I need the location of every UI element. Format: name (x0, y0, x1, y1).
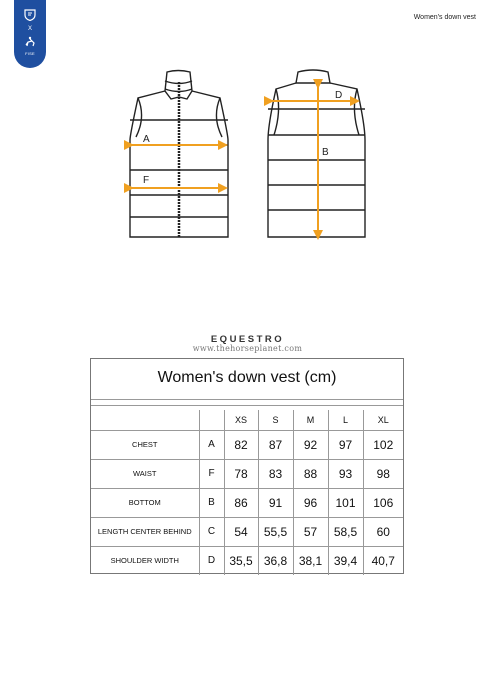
size-header: XS (224, 410, 258, 430)
label-a: A (143, 134, 150, 145)
row-code: C (199, 517, 224, 546)
table-cell: 86 (224, 488, 258, 517)
header-empty (91, 410, 199, 430)
badge-org: FISE (25, 51, 35, 56)
row-code: B (199, 488, 224, 517)
fise-badge (14, 0, 46, 68)
table-cell: 83 (258, 459, 293, 488)
table-cell: 78 (224, 459, 258, 488)
table-cell: 88 (293, 459, 328, 488)
horse-rider-icon (24, 36, 36, 48)
table-cell: 96 (293, 488, 328, 517)
row-label: SHOULDER WIDTH (91, 546, 199, 575)
table-cell: 87 (258, 430, 293, 459)
table-row (91, 459, 403, 488)
table-cell: 106 (363, 488, 403, 517)
size-header: S (258, 410, 293, 430)
table-row (91, 430, 403, 459)
shield-icon (24, 9, 36, 21)
badge-separator: X (27, 26, 32, 32)
size-table-box (90, 358, 404, 574)
table-cell: 93 (328, 459, 363, 488)
table-cell: 82 (224, 430, 258, 459)
label-f: F (143, 175, 150, 186)
table-title: Women's down vest (cm) (157, 369, 337, 386)
table-row (91, 546, 403, 575)
row-label: CHEST (91, 430, 199, 459)
size-header: M (293, 410, 328, 430)
table-cell: 97 (328, 430, 363, 459)
brand-logo: EQUESTRO (210, 334, 285, 345)
row-code: D (199, 546, 224, 575)
row-label: WAIST (91, 459, 199, 488)
size-header: XL (363, 410, 403, 430)
table-cell: 58,5 (328, 517, 363, 546)
label-d: D (335, 90, 343, 101)
table-cell: 57 (293, 517, 328, 546)
vest-diagram (120, 65, 370, 245)
table-cell: 101 (328, 488, 363, 517)
table-cell: 60 (363, 517, 403, 546)
table-cell: 102 (363, 430, 403, 459)
document-title: Women's down vest (413, 14, 476, 21)
divider (91, 405, 403, 406)
table-cell: 55,5 (258, 517, 293, 546)
size-table (91, 410, 403, 575)
table-row (91, 488, 403, 517)
row-code: A (199, 430, 224, 459)
vest-back (268, 70, 365, 237)
table-cell: 98 (363, 459, 403, 488)
table-cell: 54 (224, 517, 258, 546)
table-cell: 39,4 (328, 546, 363, 575)
row-code: F (199, 459, 224, 488)
row-label: BOTTOM (91, 488, 199, 517)
table-cell: 92 (293, 430, 328, 459)
divider (91, 399, 403, 400)
header-row (91, 410, 403, 430)
label-b: B (322, 147, 329, 158)
watermark: www.thehorseplanet.com (192, 344, 303, 353)
vest-front (130, 71, 228, 238)
table-cell: 36,8 (258, 546, 293, 575)
table-cell: 35,5 (224, 546, 258, 575)
row-label: LENGTH CENTER BEHIND (91, 517, 199, 546)
table-cell: 40,7 (363, 546, 403, 575)
size-header: L (328, 410, 363, 430)
table-cell: 91 (258, 488, 293, 517)
header-empty (199, 410, 224, 430)
table-cell: 38,1 (293, 546, 328, 575)
table-row (91, 517, 403, 546)
